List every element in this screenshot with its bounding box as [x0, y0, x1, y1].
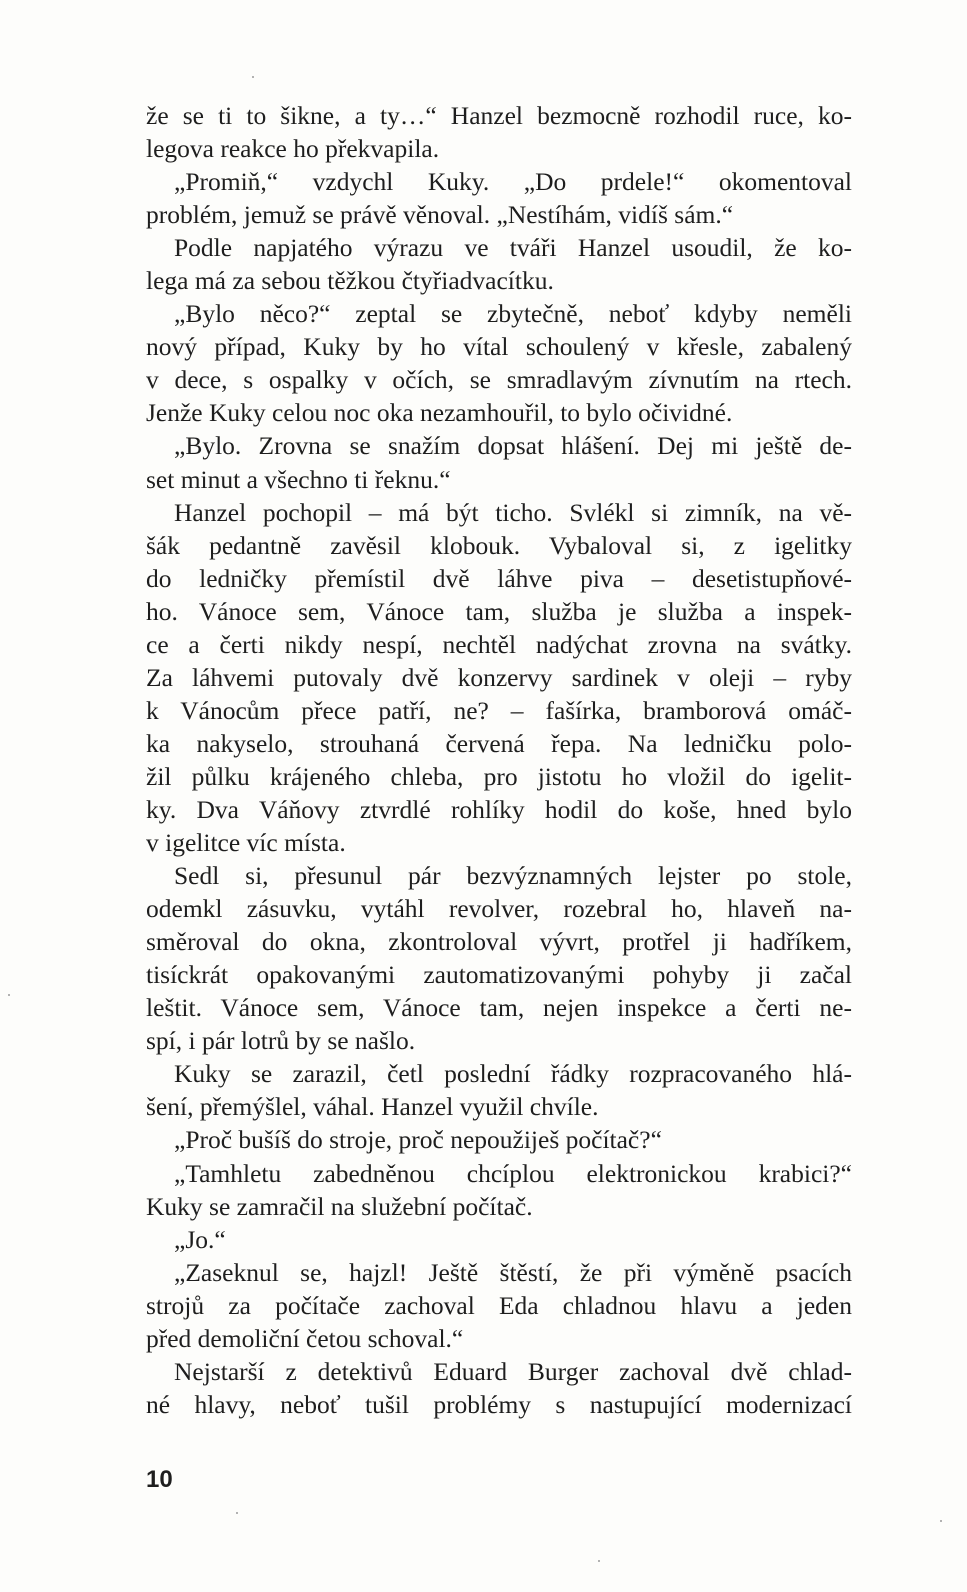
- text-line: ce a čerti nikdy nespí, nechtěl nadýchat zrovna na svátky.: [146, 629, 852, 659]
- text-line: leštit. Vánoce sem, Vánoce tam, nejen inspekce a čerti ne-: [146, 993, 852, 1023]
- body-text: [146, 99, 852, 1421]
- text-line: „Jo.“: [174, 1224, 226, 1254]
- text-line: před demoliční četou schoval.“: [146, 1323, 464, 1353]
- text-line: Jenže Kuky celou noc oka nezamhouřil, to bylo očividné.: [146, 398, 733, 428]
- text-line: „Tamhletu zabedněnou chcíplou elektronickou krabici?“: [174, 1158, 852, 1188]
- text-line: né hlavy, neboť tušil problémy s nastupující modernizací: [146, 1389, 852, 1419]
- text-line: „Proč bušíš do stroje, proč nepoužiješ počítač?“: [174, 1125, 662, 1155]
- text-line: ka nakyselo, strouhaná červená řepa. Na ledničku polo-: [146, 728, 852, 758]
- text-line: Nejstarší z detektivů Eduard Burger zachoval dvě chlad-: [174, 1356, 852, 1386]
- scan-speck: [598, 1560, 600, 1562]
- text-line: lega má za sebou těžkou čtyřiadvacítku.: [146, 266, 554, 296]
- text-line: problém, jemuž se právě věnoval. „Nestíhám, vidíš sám.“: [146, 200, 734, 230]
- text-line: strojů za počítače zachoval Eda chladnou hlavu a jeden: [146, 1290, 852, 1320]
- scan-speck: [236, 1512, 238, 1514]
- text-line: nový případ, Kuky by ho vítal schoulený v křesle, zabalený: [146, 332, 852, 362]
- text-line: do ledničky přemístil dvě láhve piva – desetistupňové-: [146, 563, 852, 593]
- text-line: šák pedantně zavěsil klobouk. Vybaloval si, z igelitky: [146, 530, 852, 560]
- text-line: odemkl zásuvku, vytáhl revolver, rozebral ho, hlaveň na-: [146, 894, 852, 924]
- text-line: k Vánocům přece patří, ne? – fašírka, bramborová omáč-: [146, 695, 852, 725]
- text-line: „Promiň,“ vzdychl Kuky. „Do prdele!“ okomentoval: [174, 167, 852, 197]
- scan-speck: [252, 76, 254, 78]
- text-line: Kuky se zamračil na služební počítač.: [146, 1191, 533, 1221]
- text-line: legova reakce ho překvapila.: [146, 134, 440, 164]
- text-line: šení, přemýšlel, váhal. Hanzel využil chvíle.: [146, 1092, 599, 1122]
- text-line: Sedl si, přesunul pár bezvýznamných lejster po stole,: [174, 861, 852, 891]
- text-line: spí, i pár lotrů by se našlo.: [146, 1026, 416, 1056]
- scan-speck: [940, 1520, 942, 1522]
- text-line: set minut a všechno ti řeknu.“: [146, 464, 451, 494]
- page-number: 10: [146, 1466, 173, 1493]
- text-line: v dece, s ospalky v očích, se smradlavým zívnutím na rtech.: [146, 365, 852, 395]
- text-line: žil půlku krájeného chleba, pro jistotu ho vložil do igelit-: [146, 761, 852, 791]
- scan-speck: [8, 994, 10, 996]
- text-line: Kuky se zarazil, četl poslední řádky rozpracovaného hlá-: [174, 1059, 852, 1089]
- text-line: „Bylo. Zrovna se snažím dopsat hlášení. Dej mi ještě de-: [174, 431, 852, 461]
- text-line: „Bylo něco?“ zeptal se zbytečně, neboť kdyby neměli: [174, 299, 852, 329]
- text-line: Za láhvemi putovaly dvě konzervy sardinek v oleji – ryby: [146, 662, 852, 692]
- text-line: Podle napjatého výrazu ve tváři Hanzel usoudil, že ko-: [174, 233, 852, 263]
- text-line: směroval do okna, zkontroloval vývrt, protřel ji hadříkem,: [146, 927, 852, 957]
- text-line: že se ti to šikne, a ty…“ Hanzel bezmocně rozhodil ruce, ko-: [146, 101, 852, 130]
- text-line: v igelitce víc místa.: [146, 828, 346, 858]
- text-line: ho. Vánoce sem, Vánoce tam, služba je služba a inspek-: [146, 596, 852, 626]
- text-line: Hanzel pochopil – má být ticho. Svlékl si zimník, na vě-: [174, 497, 852, 527]
- text-line: „Zaseknul se, hajzl! Ještě štěstí, že při výměně psacích: [174, 1257, 852, 1287]
- text-line: ky. Dva Váňovy ztvrdlé rohlíky hodil do koše, hned bylo: [146, 794, 852, 824]
- text-line: tisíckrát opakovanými zautomatizovanými pohyby ji začal: [146, 960, 852, 990]
